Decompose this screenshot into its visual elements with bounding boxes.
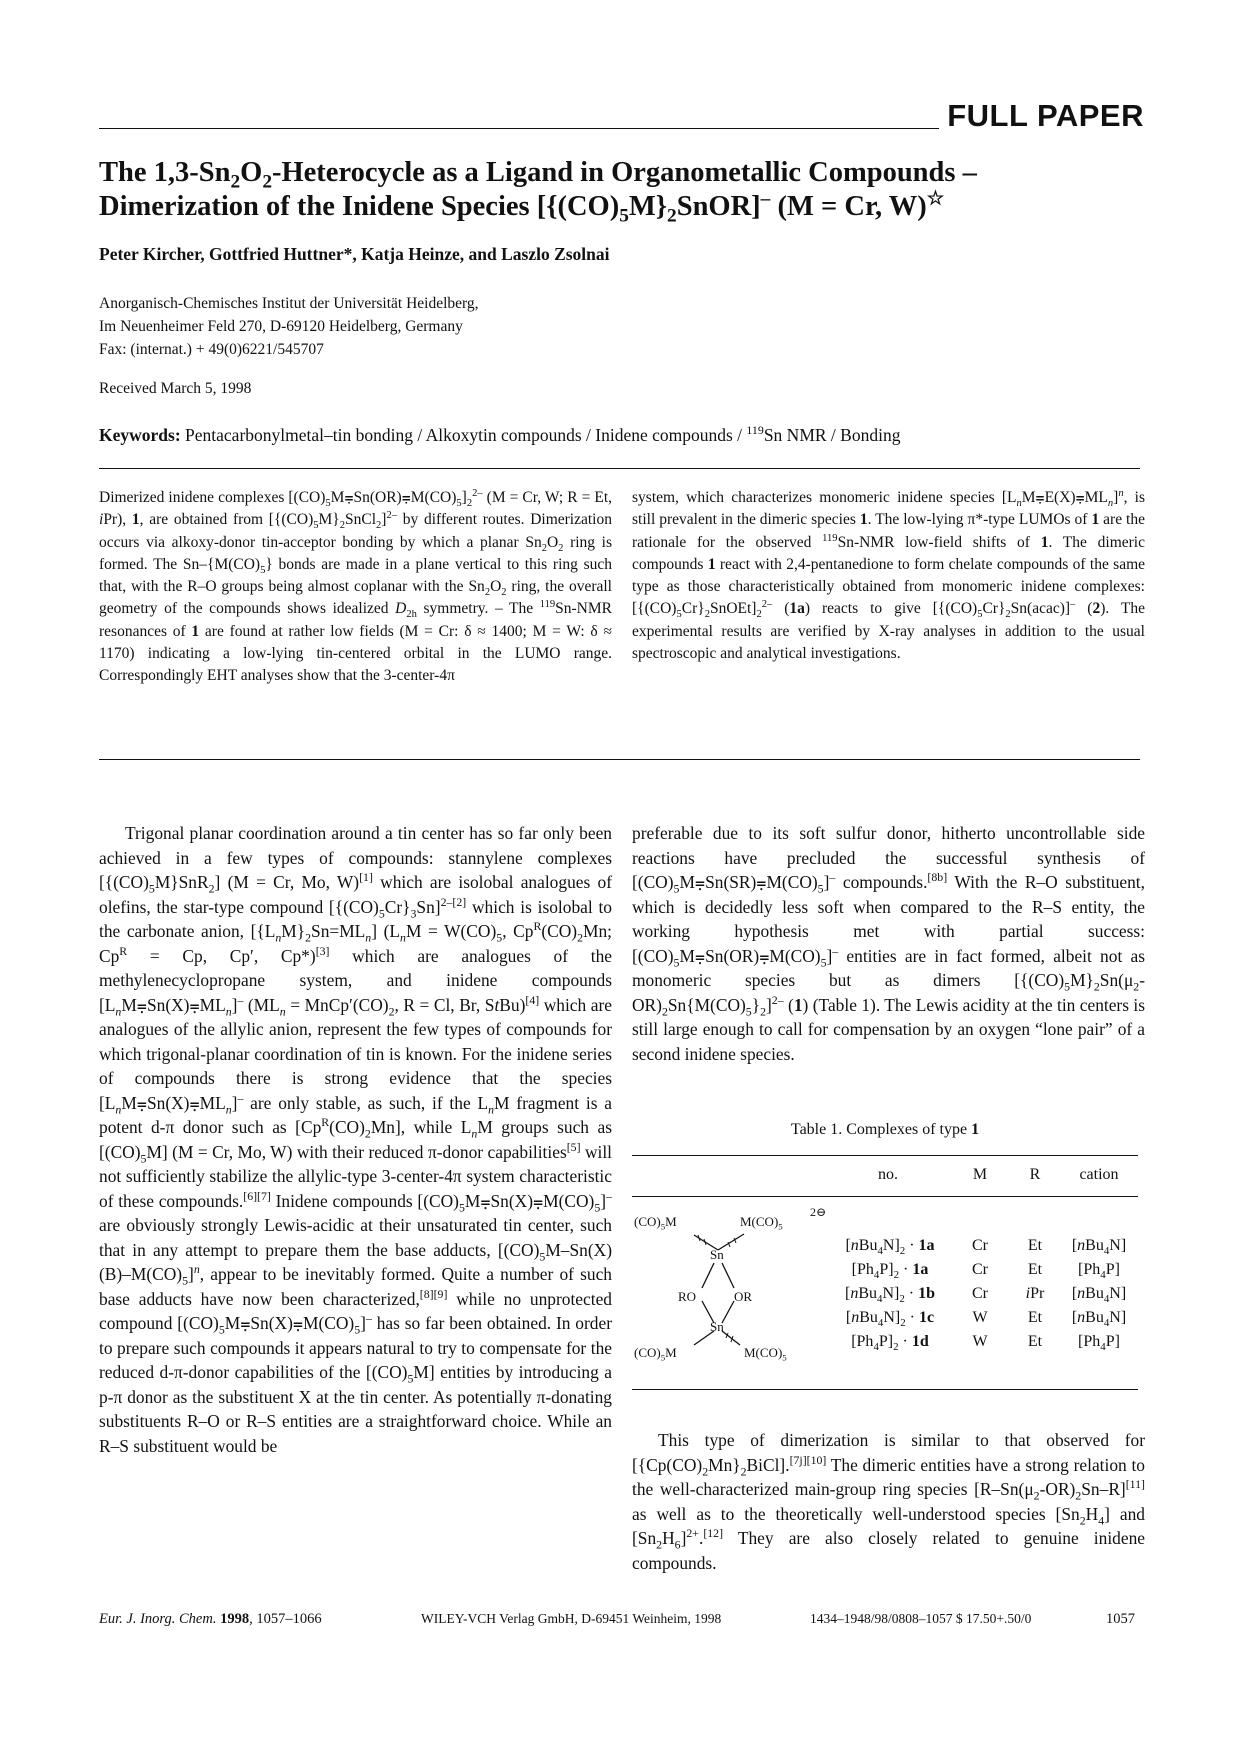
table-cell: $[Ph_4P]$ bbox=[1078, 1333, 1120, 1354]
table-cell: $[nBu_4N]_2 \cdot 1a$ bbox=[845, 1237, 935, 1258]
scheme-charge: 2⊖ bbox=[810, 1205, 827, 1219]
footer-publisher: WILEY-VCH Verlag GmbH, D-69451 Weinheim, 1998 bbox=[421, 1611, 722, 1626]
table-cell: Cr bbox=[972, 1261, 988, 1278]
scheme-or: OR bbox=[734, 1289, 753, 1304]
scheme-label-br: $M(CO)_5$ bbox=[744, 1345, 787, 1363]
table-cell: W bbox=[972, 1333, 988, 1350]
table-cell: Et bbox=[1027, 1261, 1043, 1278]
table-header-cell: M bbox=[972, 1166, 988, 1183]
table-cell: $[Ph_4P]_2 \cdot 1d$ bbox=[851, 1333, 929, 1354]
scheme-label-bl: $(CO)_5M$ bbox=[634, 1345, 677, 1363]
affiliation bbox=[99, 292, 479, 361]
scheme-sn-bottom: Sn bbox=[710, 1319, 724, 1334]
keywords-label: Keywords: bbox=[99, 425, 181, 445]
table-cell: Cr bbox=[972, 1237, 988, 1254]
footer-code: 1434–1948/98/0808–1057 $ 17.50+.50/0 bbox=[810, 1611, 1032, 1626]
scheme-label-tl: $(CO)_5M$ bbox=[634, 1214, 677, 1232]
footer-page-number: 1057 bbox=[1106, 1611, 1135, 1627]
table-header-cell: cation bbox=[1079, 1166, 1119, 1183]
table-cell: $[Ph_4P]$ bbox=[1078, 1261, 1120, 1282]
table-header-cell: R bbox=[1029, 1166, 1041, 1183]
body-right-column-bottom bbox=[632, 1428, 1145, 1575]
keywords-text: Pentacarbonylmetal–tin bonding / Alkoxytin compounds / Inidene compounds / $^{119}$Sn NMR / Bonding bbox=[185, 423, 901, 445]
table-cell: $[nBu_4N]_2 \cdot 1b$ bbox=[845, 1285, 935, 1306]
table-bottom-rule bbox=[632, 1389, 1138, 1390]
footer-journal: Eur. J. Inorg. Chem. 1998, 1057–1066 bbox=[99, 1611, 322, 1627]
table-header-cell: no. bbox=[878, 1166, 898, 1183]
affiliation-line: Im Neuenheimer Feld 270, D-69120 Heidelberg, Germany bbox=[99, 318, 463, 335]
affiliation-line: Fax: (internat.) + 49(0)6221/545707 bbox=[99, 341, 324, 358]
body-paragraph: This type of dimerization is similar to that observed for $[\{Cp(CO)_2Mn\}_2BiCl].[7j][10]$ The dimeric entities have a strong relation to the well-characterized main-group ring species $[R-Sn(\mu_2-OR)_2Sn-R][11]$ as well as to the theoretically well-understood species $[Sn_2H_4]$ and $[Sn_2H_6]^{2+}.[12]$ They are also closely related to genuine inidene compounds. bbox=[632, 1430, 1145, 1573]
header-rule bbox=[99, 128, 939, 129]
abstract-text-right: system, which characterizes monomeric inidene species $[L_nM⩦E(X)⩦ML_n]^n$, is still prevalent in the dimeric species 1. The low-lying π*-type LUMOs of 1 are the rationale for the observed $^{119}$Sn-NMR low-field shifts of 1. The dimeric compounds 1 react with 2,4-pentanedione to form chelate compounds of the same type as those characteristically obtained from monomeric inidene complexes: $[\{(CO)_5Cr\}_2SnOEt]_2^{2-}$ (1a) reacts to give $[\{(CO)_5Cr\}_2Sn(acac)]^-$ (2). The experimental results are verified by X-ray analyses in addition to the usual spectroscopic and analytical investigations. bbox=[632, 487, 1146, 663]
abstract-text-left: Dimerized inidene complexes $[(CO)_5M⩦Sn(OR)⩦M(CO)_5]_2^{2-}$ (M = Cr, W; R = Et, iPr), 1, are obtained from $[\{(CO)_5M\}_2SnCl_2]^{2-}$ by different routes. Dimerization occurs via alkoxy-donor tin-acceptor bonding by which a planar $Sn_2O_2$ ring is formed. The $Sn-\{M(CO)_5\}$ bonds are made in a plane vertical to this ring such that, with the R–O groups being almost coplanar with the $Sn_2O_2$ ring, the overall geometry of the compounds shows idealized $D_{2h}$ symmetry. – The $^{119}$Sn-NMR resonances of 1 are found at rather low fields (M = Cr: δ ≈ 1400; M = W: δ ≈ 1170) indicating a low-lying tin-centered orbital in the LUMO range. Correspondingly EHT analyses show that the 3-center-4π bbox=[99, 487, 612, 685]
scheme-sn-top: Sn bbox=[710, 1247, 724, 1262]
table-top-rule bbox=[632, 1155, 1138, 1156]
abstract-bottom-rule bbox=[99, 759, 1140, 760]
table-caption: Table 1. Complexes of type 1 bbox=[790, 1121, 980, 1138]
authors: Peter Kircher, Gottfried Huttner*, Katja Heinze, and Laszlo Zsolnai bbox=[99, 244, 610, 264]
section-label: FULL PAPER bbox=[947, 98, 1144, 133]
scheme-label-tr: $M(CO)_5$ bbox=[740, 1214, 783, 1232]
article-title bbox=[99, 156, 1139, 227]
table-cell: Et bbox=[1027, 1237, 1043, 1254]
table-cell: Et bbox=[1027, 1333, 1043, 1350]
table-cell: $[nBu_4N]_2 \cdot 1c$ bbox=[845, 1309, 935, 1330]
table-cell: [nBu$_4$N] bbox=[1071, 1285, 1127, 1306]
body-paragraph: preferable due to its soft sulfur donor, hitherto uncontrollable side reactions have precluded the successful synthesis of $[(CO)_5M⩦Sn(SR)⩦M(CO)_5]^-$ compounds.[8b] With the R–O substituent, which is decidedly less soft when compared to the R–S entity, the working hypothesis met with partial success: $[(CO)_5M⩦Sn(OR)⩦M(CO)_5]^-$ entities are in fact formed, albeit not as monomeric species but as dimers $[\{(CO)_5M\}_2Sn(\mu_2-OR)_2Sn\{M(CO)_5\}_2]^{2-}$ (1) (Table 1). The Lewis acidity at the tin centers is still large enough to call for compensation by an oxygen “lone pair” of a second inidene species. bbox=[632, 823, 1146, 1064]
keywords bbox=[99, 425, 900, 446]
body-right-column-top bbox=[632, 821, 1145, 1066]
table-cell: Cr bbox=[972, 1285, 988, 1302]
body-paragraph: Trigonal planar coordination around a tin center has so far only been achieved in a few types of compounds: stannylene complexes $[\{(CO)_5M\}SnR_2] (M = Cr$, Mo, W)[1] which are isolobal analogues of olefins, the star-type compound $[\{(CO)_5Cr\}_3Sn]^{2-[2]}$ which is isolobal to the carbonate anion, $[\{L_nM\}_2Sn=ML_n] (L_nM = W(CO)_5$, $Cp^R(CO)_2Mn$; $Cp^R = Cp$, Cp′, Cp*)[3] which are analogues of the methylenecyclopropane system, and inidene compounds $[L_nM⩦Sn(X)⩦ML_n]^-$ ($ML_n$ = $MnCp'(CO)_2$, R = Cl, Br, StBu)[4] which are analogues of the allylic anion, represent the few types of compounds for which trigonal-planar coordination of tin is known. For the inidene series of compounds there is strong evidence that the species $[L_nM⩦Sn(X)⩦ML_n]^-$ are only stable, as such, if the $L_nM$ fragment is a potent d-π donor such as $[Cp^R(CO)_2Mn]$, while $L_nM$ groups such as $[(CO)_5M] (M = Cr$, Mo, W) with their reduced π-donor capabilities[5] will not sufficiently stabilize the allylic-type 3-center-4π system characteristic of these compounds.[6][7] Inidene compounds $[(CO)_5M⩦Sn(X)⩦M(CO)_5]^-$ are obviously strongly Lewis-acidic at their unsaturated tin center, such that in any attempt to prepare them the base adducts, $[(CO)_5M-Sn(X)(B)-M(CO)_5]^n$, appear to be inevitably formed. Quite a number of such base adducts have now been characterized,[8][9] while no unprotected compound $[(CO)_5M⩦Sn(X)⩦M(CO)_5]^-$ has so far been obtained. In order to prepare such compounds it appears natural to try to compensate for the reduced d-π-donor capabilities of the $[(CO)_5M]$ entities by introducing a p-π donor as the substituent X at the tin center. As potentially π-donating substituents R–O or R–S entities are a straightforward choice. While an R–S substituent would be bbox=[99, 823, 613, 1456]
table-cell: W bbox=[972, 1309, 988, 1326]
dimer-structure-scheme bbox=[634, 1205, 844, 1375]
table-cell: iPr bbox=[1025, 1285, 1045, 1302]
abstract-top-rule bbox=[99, 468, 1140, 469]
scheme-ro: RO bbox=[678, 1289, 697, 1304]
body-left-column bbox=[99, 821, 612, 1458]
table-header-rule bbox=[632, 1196, 1138, 1197]
abstract-right bbox=[632, 487, 1145, 665]
abstract-left bbox=[99, 487, 612, 688]
table-cell: $[Ph_4P]_2 \cdot 1a$ bbox=[851, 1261, 929, 1282]
title-line-1: The $1,3-Sn_2O_2$-Heterocycle as a Ligand in Organometallic Compounds – bbox=[99, 157, 977, 193]
received-date: Received March 5, 1998 bbox=[99, 380, 252, 397]
title-line-2: Dimerization of the Inidene Species $[\{(CO)_5M\}_2SnOR]^-$ (M = Cr, W)☆ bbox=[99, 188, 945, 227]
table-cell: [nBu$_4$N] bbox=[1071, 1237, 1127, 1258]
table-cell: [nBu$_4$N] bbox=[1071, 1309, 1127, 1330]
affiliation-line: Anorganisch-Chemisches Institut der Universität Heidelberg, bbox=[99, 295, 479, 312]
table-cell: Et bbox=[1027, 1309, 1043, 1326]
